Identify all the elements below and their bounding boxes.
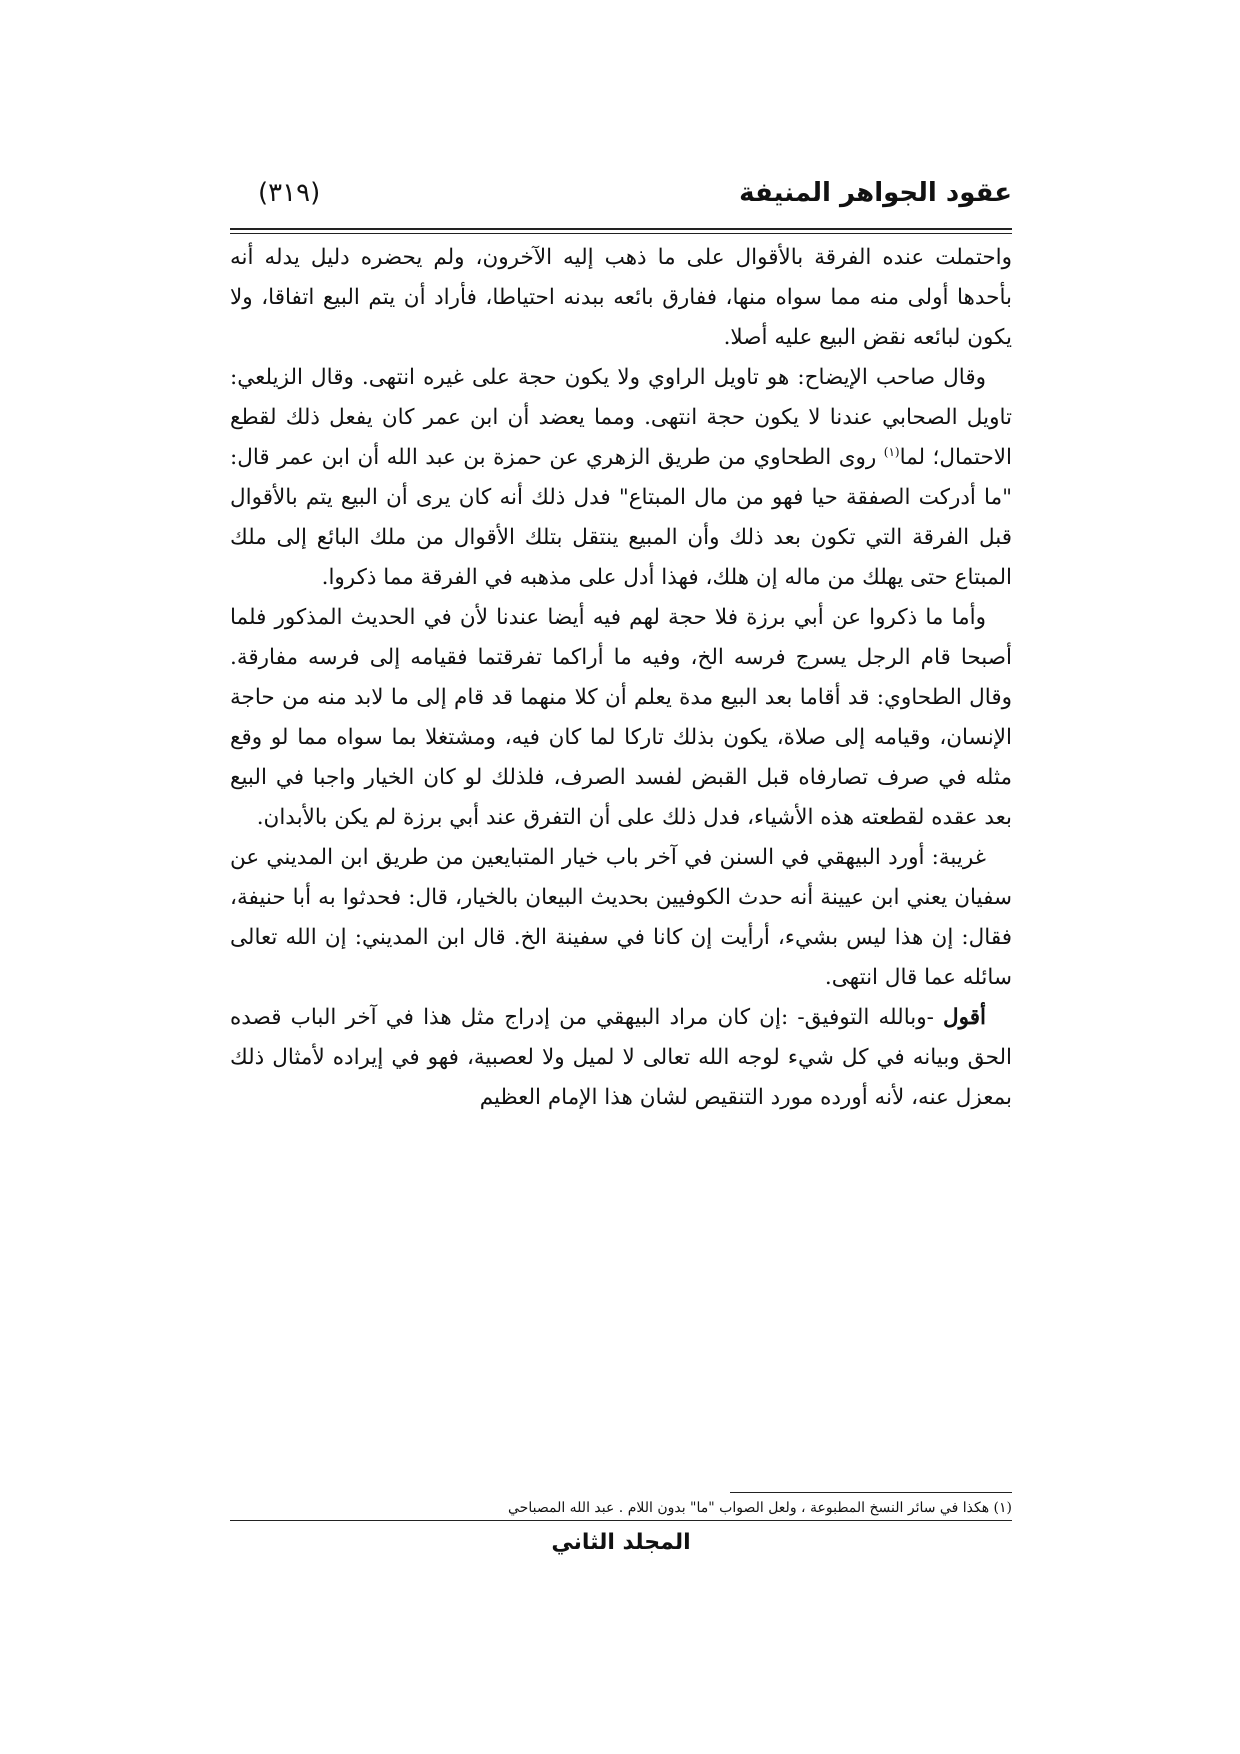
footer-divider bbox=[230, 1520, 1012, 1521]
paragraph bbox=[230, 998, 1012, 1118]
paragraph-text: وقال صاحب الإيضاح: هو تاويل الراوي ولا يكون حجة على غيره انتهى. وقال الزيلعي: تاويل الصحابي عندنا لا يكون حجة انتهى. ومما يعضد أن ابن عمر كان يفعل ذلك لقطع الاحتمال؛ لما bbox=[230, 365, 1012, 470]
page-header bbox=[230, 178, 1012, 218]
page-number: (٣١٩) bbox=[258, 178, 321, 208]
paragraph: غريبة: أورد البيهقي في السنن في آخر باب خيار المتبايعين من طريق ابن المديني عن سفيان يعني ابن عيينة أنه حدث الكوفيين بحديث البيعان بالخيار، قال: فحدثوا به أبا حنيفة، فقال: إن هذا ليس بشيء، أرأيت إن كانا في سفينة الخ. قال ابن المديني: إن الله تعالى سائله عما قال انتهى. bbox=[230, 845, 1012, 990]
volume-label: المجلد الثاني bbox=[551, 1530, 691, 1555]
paragraph-text: -وبالله التوفيق- :إن كان مراد البيهقي من إدراج مثل هذا في آخر الباب قصده الحق وبيانه في كل شيء لوجه الله تعالى لا لميل ولا لعصبية، فهو في إيراده لأمثال ذلك بمعزل عنه، لأنه أورده مورد التنقيص لشان هذا الإمام العظيم bbox=[230, 1005, 1012, 1110]
paragraph bbox=[230, 358, 1012, 598]
paragraph-lead: أقول bbox=[943, 1005, 986, 1030]
header-divider bbox=[230, 228, 1012, 234]
book-title: عقود الجواهر المنيفة bbox=[739, 178, 1012, 208]
paragraph-text: روى الطحاوي من طريق الزهري عن حمزة بن عبد الله أن ابن عمر قال: "ما أدركت الصفقة حيا فهو من مال المبتاع" فدل ذلك أنه كان يرى أن البيع يتم بالأقوال قبل الفرقة التي تكون بعد ذلك وأن المبيع ينتقل بتلك الأقوال من ملك البائع إلى ملك المبتاع حتى يهلك من ماله إن هلك، فهذا أدل على مذهبه في الفرقة مما ذكروا. bbox=[230, 445, 1012, 590]
footnote-ref: (١) bbox=[883, 444, 900, 459]
footnote-divider bbox=[730, 1492, 1012, 1493]
body-text bbox=[230, 238, 1012, 1118]
paragraph: واحتملت عنده الفرقة بالأقوال على ما ذهب إليه الآخرون، ولم يحضره دليل يدله أنه بأحدها أولى منه مما سواه منها، ففارق بائعه ببدنه احتياطا، فأراد أن يتم البيع اتفاقا، ولا يكون لبائعه نقض البيع عليه أصلا. bbox=[230, 245, 1012, 350]
footnote: (١) هكذا في سائر النسخ المطبوعة ، ولعل الصواب "ما" بدون اللام . عبد الله المصباحي bbox=[508, 1500, 1012, 1516]
paragraph: وأما ما ذكروا عن أبي برزة فلا حجة لهم فيه أيضا عندنا لأن في الحديث المذكور فلما أصبحا قام الرجل يسرج فرسه الخ، وفيه ما أراكما تفرقتما فقيامه إلى فرسه مفارقة. وقال الطحاوي: قد أقاما بعد البيع مدة يعلم أن كلا منهما قد قام إلى ما لابد منه من حاجة الإنسان، وقيامه إلى صلاة، يكون بذلك تاركا لما كان فيه، ومشتغلا بما سواه مما لو وقع مثله في صرف تصارفاه قبل القبض لفسد الصرف، فلذلك لو كان الخيار واجبا في البيع بعد عقده لقطعته هذه الأشياء، فدل ذلك على أن التفرق عند أبي برزة لم يكن بالأبدان. bbox=[230, 605, 1012, 830]
